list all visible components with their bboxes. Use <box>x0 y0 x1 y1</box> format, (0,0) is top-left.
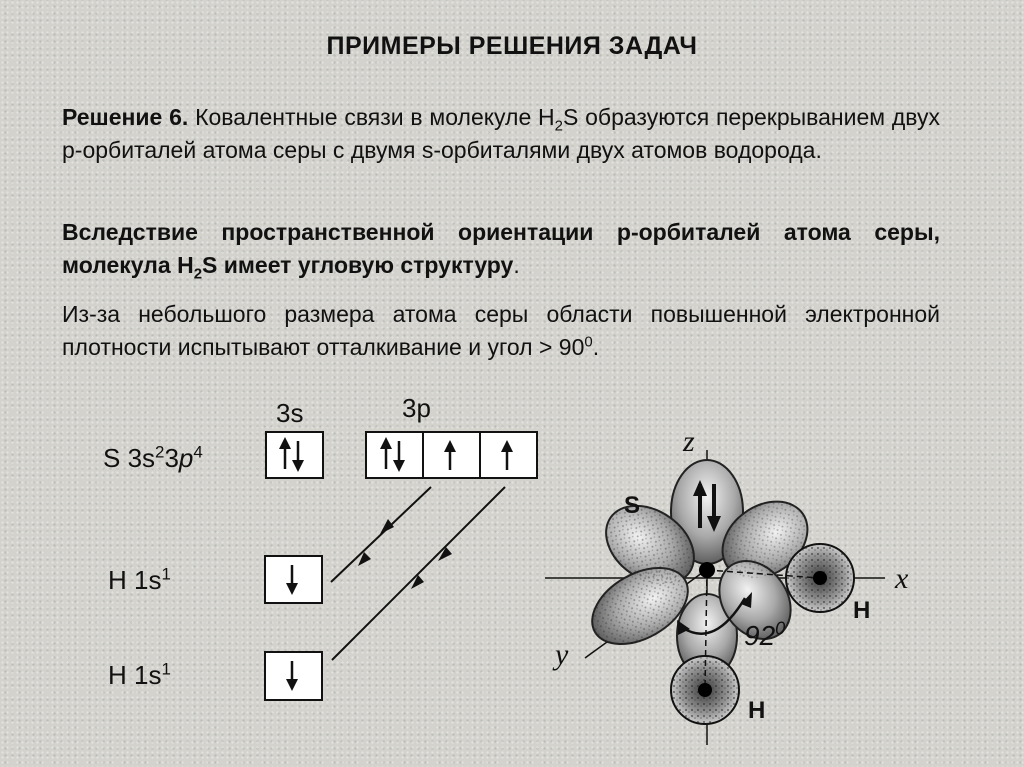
s-config-a-sup: 2 <box>155 442 165 462</box>
s-config-b: 3 <box>164 443 179 473</box>
bond-angle-label <box>744 620 785 652</box>
s-config-b-italic: p <box>178 443 194 473</box>
label-3s: 3s <box>276 398 304 428</box>
p1-text-b: S образуются перекрыванием двух р-орбиталей атома серы с двумя s-орбиталями двух атомов водорода. <box>62 104 940 163</box>
axis-label-y: y <box>555 638 569 671</box>
p3-superscript: 0 <box>584 333 593 351</box>
p1-text-a: Ковалентные связи в молекуле H <box>188 104 555 130</box>
bond-lines <box>331 487 505 660</box>
hydrogen-1-configuration <box>108 565 171 596</box>
molecule-label-h-bottom: H <box>748 697 766 724</box>
s-config-a: S 3s <box>103 443 156 473</box>
molecule-label-s: S <box>624 492 641 519</box>
h1-1s-box <box>265 556 322 603</box>
angle-sup: 0 <box>775 618 786 639</box>
p2-text-a: Вследствие пространственной ориентации р-орбиталей атома серы, молекула H <box>62 219 940 278</box>
s-3p-boxes <box>366 432 537 478</box>
p2-tail: . <box>513 252 520 278</box>
label-3p: 3p <box>402 393 431 423</box>
h2-1s-box <box>265 652 322 700</box>
slide-title: ПРИМЕРЫ РЕШЕНИЯ ЗАДАЧ <box>326 32 698 60</box>
p3-text: Из-за небольшого размера атома серы области повышенной электронной плотности испытывают отталкивание и угол > 90 <box>62 301 940 360</box>
p1-subscript: 2 <box>554 117 563 135</box>
p2-subscript: 2 <box>193 265 203 283</box>
axis-label-z: z <box>683 425 695 458</box>
s-config-b-sup: 4 <box>193 442 203 462</box>
h1-config-sup: 1 <box>161 564 171 584</box>
hydrogen-2-configuration <box>108 660 171 691</box>
angle-value: 92 <box>744 620 776 651</box>
s-3s-box <box>266 432 323 478</box>
molecule-label-h-right: H <box>853 597 871 624</box>
h1-config-a: H 1s <box>108 565 162 595</box>
h2-config-sup: 1 <box>161 659 171 679</box>
sulfur-configuration <box>103 443 203 474</box>
p3-tail: . <box>592 334 600 360</box>
h2-config-a: H 1s <box>108 660 162 690</box>
h2s-molecule <box>545 450 885 745</box>
p2-text-b: S имеет угловую структуру <box>202 252 514 278</box>
axis-label-x: x <box>895 562 909 595</box>
solution-label: Решение 6. <box>62 104 189 130</box>
